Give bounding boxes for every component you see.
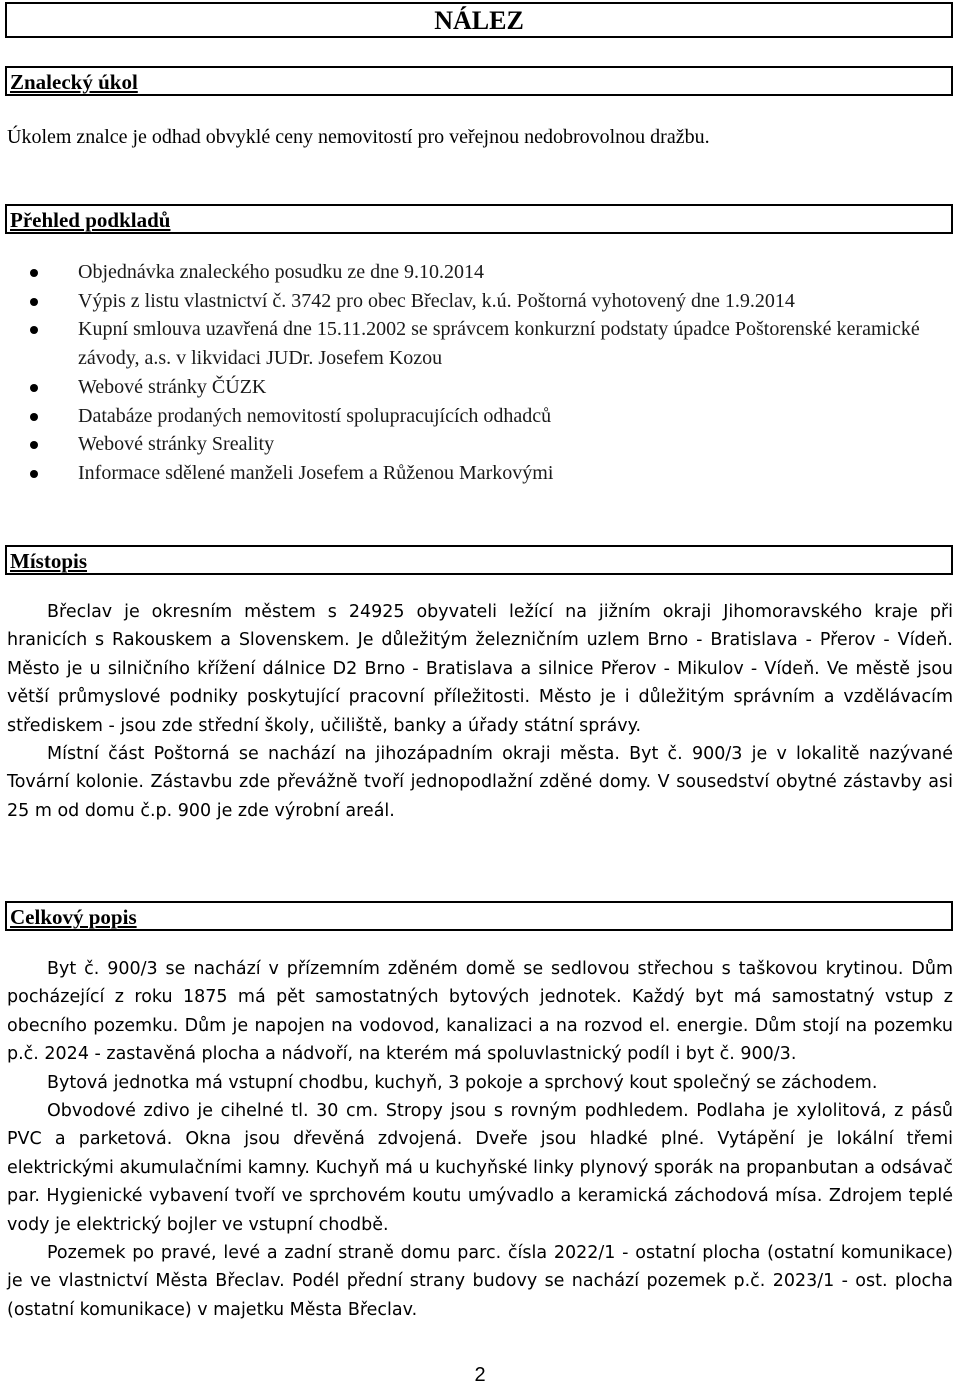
section-heading-task bbox=[5, 66, 953, 96]
section-heading-task-label: Znalecký úkol bbox=[10, 70, 138, 94]
bullet-icon bbox=[30, 413, 38, 421]
paragraph: Bytová jednotka má vstupní chodbu, kuchyň, 3 pokoje a sprchový kout společný se záchodem. bbox=[47, 1072, 878, 1093]
list-item-text: Webové stránky Sreality bbox=[78, 433, 275, 456]
list-item-text: Databáze prodaných nemovitostí spolupracujících odhadců bbox=[78, 404, 552, 427]
location-text bbox=[7, 598, 953, 825]
page-title: NÁLEZ bbox=[5, 2, 953, 38]
paragraph: Pozemek po pravé, levé a zadní straně domu parc. čísla 2022/1 - ostatní plocha (ostatní komunikace) je ve vlastnictví Města Břeclav. Podél přední strany budovy se nachází pozemek p.č. 2023/1 - ost. plocha (ostatní komunikace) v majetku Města Břeclav. bbox=[7, 1243, 953, 1320]
task-text: Úkolem znalce je odhad obvyklé ceny nemovitostí pro veřejnou nedobrovolnou dražbu. bbox=[7, 126, 710, 148]
section-heading-sources bbox=[5, 204, 953, 234]
list-item-text: Objednávka znaleckého posudku ze dne 9.10.2014 bbox=[78, 261, 484, 283]
sources-list bbox=[28, 258, 948, 488]
list-item-text: Informace sdělené manželi Josefem a Růženou Markovými bbox=[78, 461, 554, 484]
paragraph: Břeclav je okresním městem s 24925 obyvateli ležící na jižním okraji Jihomoravského kraje při hranicích s Rakouskem a Slovenskem. Je důležitým železničním uzlem Brno - Bratislava - Přerov - Vídeň. Město je u silničního křížení dálnice D2 Brno - Bratislava a silnice Přerov - Mikulov - Vídeň. Ve městě jsou větší průmyslové podniky poskytující pracovní příležitosti. Město je i důležitým správním a vzdělávacím střediskem - jsou zde střední školy, učiliště, banky a úřady státní správy. bbox=[7, 602, 953, 736]
list-item bbox=[28, 430, 948, 459]
bullet-icon bbox=[30, 384, 38, 392]
page-number: 2 bbox=[474, 1364, 486, 1386]
list-item bbox=[28, 459, 948, 488]
section-heading-sources-label: Přehled podkladů bbox=[10, 208, 171, 232]
list-item bbox=[28, 287, 948, 316]
description-text bbox=[7, 955, 953, 1324]
list-item-text: Webové stránky ČÚZK bbox=[78, 375, 267, 398]
bullet-icon bbox=[30, 326, 38, 334]
paragraph: Byt č. 900/3 se nachází v přízemním zděném domě se sedlovou střechou s taškovou krytinou. Dům pocházející z roku 1875 má pět samostatných bytových jednotek. Každý byt má samostatný vstup z obecního pozemku. Dům je napojen na vodovod, kanalizaci a na rozvod el. energie. Dům stojí na pozemku p.č. 2024 - zastavěná plocha a nádvoří, na kterém má spoluvlastnický podíl i byt č. 900/3. bbox=[7, 959, 953, 1065]
paragraph: Místní část Poštorná se nachází na jihozápadním okraji města. Byt č. 900/3 je v lokalitě nazývané Tovární kolonie. Zástavbu zde převážně tvoří jednopodlažní zděné domy. V sousedství obytné zástavby asi 25 m od domu č.p. 900 je zde výrobní areál. bbox=[7, 744, 953, 821]
section-heading-location bbox=[5, 545, 953, 575]
list-item-text: Kupní smlouva uzavřená dne 15.11.2002 se správcem konkurzní podstaty úpadce Poštorenské keramické závody, a.s. v likvidaci JUDr. Josefem Kozou bbox=[78, 318, 920, 370]
bullet-icon bbox=[30, 298, 38, 306]
paragraph: Obvodové zdivo je cihelné tl. 30 cm. Stropy jsou s rovným podhledem. Podlaha je xylolitová, z pásů PVC a parketová. Okna jsou dřevěná zdvojená. Dveře jsou hladké plné. Vytápění je lokální třemi elektrickými akumulačními kamny. Kuchyň má u kuchyňské linky plynový sporák na propanbutan a odsávač par. Hygienické vybavení tvoří ve sprchovém koutu umývadlo a keramická záchodová mísa. Zdrojem teplé vody je elektrický bojler ve vstupní chodbě. bbox=[7, 1101, 953, 1235]
list-item bbox=[28, 373, 948, 402]
section-heading-description-label: Celkový popis bbox=[10, 905, 137, 929]
bullet-icon bbox=[30, 470, 38, 478]
list-item-text: Výpis z listu vlastnictví č. 3742 pro obec Břeclav, k.ú. Poštorná vyhotovený dne 1.9.2014 bbox=[78, 289, 795, 312]
section-heading-location-label: Místopis bbox=[10, 549, 88, 573]
list-item bbox=[28, 402, 948, 431]
section-heading-description bbox=[5, 901, 953, 931]
bullet-icon bbox=[30, 441, 38, 449]
list-item bbox=[28, 258, 948, 287]
list-item bbox=[28, 315, 948, 372]
bullet-icon bbox=[30, 269, 38, 277]
